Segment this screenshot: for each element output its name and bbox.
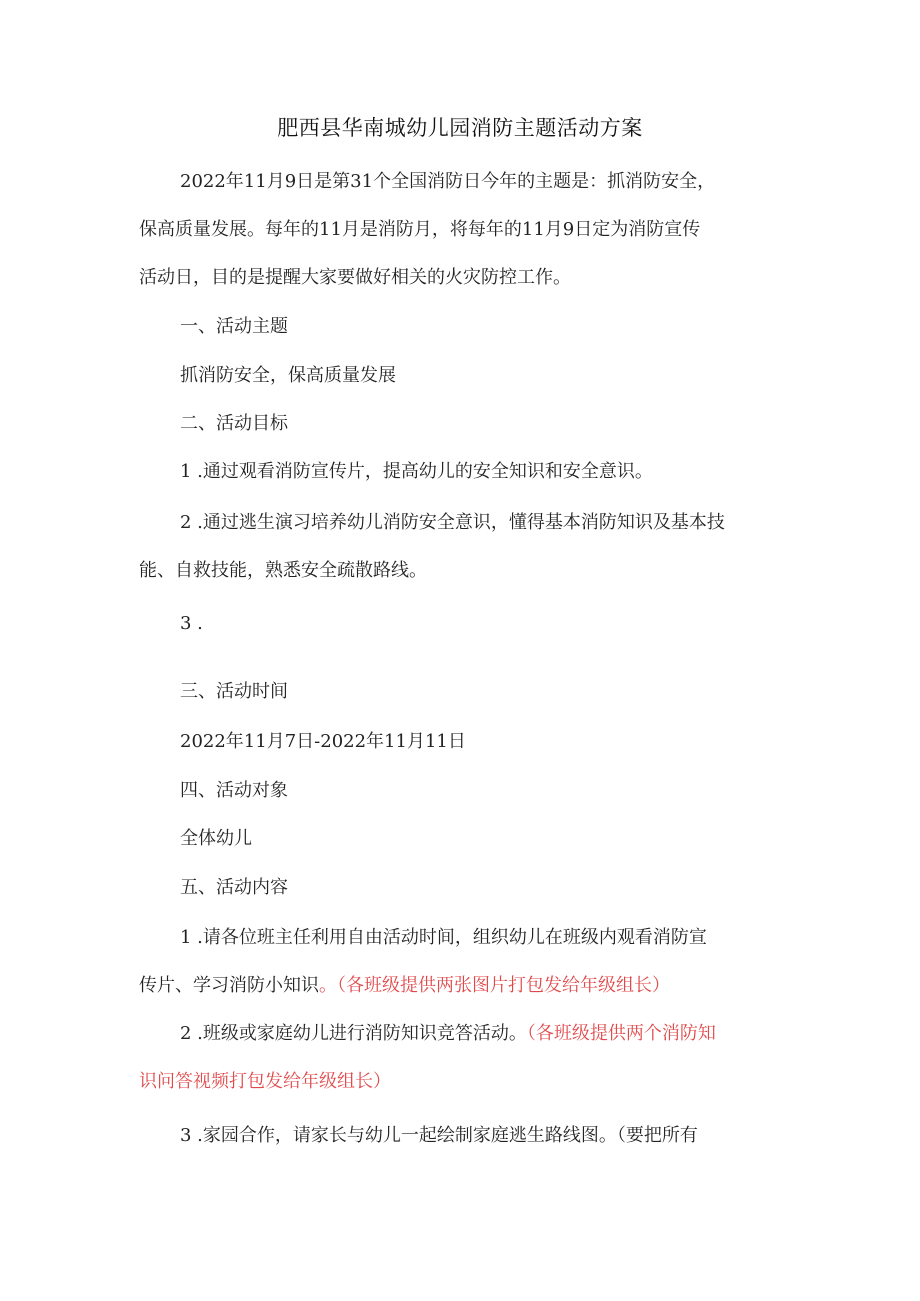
- section2-heading: 二、活动目标: [180, 413, 288, 434]
- section2-item-2-line-2: 能、自救技能，熟悉安全疏散路线。: [139, 560, 427, 581]
- section1-content: 抓消防安全，保高质量发展: [180, 365, 396, 386]
- section3-content: 2022年11月7日-2022年11月11日: [180, 731, 466, 752]
- section5-item-1-line-2: [139, 972, 799, 1000]
- section2-item-1: 1 .通过观看消防宣传片，提高幼儿的安全知识和安全意识。: [180, 461, 653, 482]
- section2-item-3: 3 .: [180, 613, 203, 634]
- section5-item-1-text: 传片、学习消防小知识: [139, 975, 319, 996]
- section1-heading: 一、活动主题: [180, 316, 288, 337]
- section5-heading: 五、活动内容: [180, 877, 288, 898]
- section4-heading: 四、活动对象: [180, 780, 288, 801]
- section4-content: 全体幼儿: [180, 828, 252, 849]
- section5-item-1-note: 。（各班级提供两张图片打包发给年级组长）: [319, 975, 670, 996]
- document-title: 肥西县华南城幼儿园消防主题活动方案: [277, 116, 643, 140]
- section5-item-2-text: 2 .班级或家庭幼儿进行消防知识竞答活动。: [180, 1023, 527, 1044]
- section3-heading: 三、活动时间: [180, 681, 288, 702]
- section5-item-2-note-start: （各班级提供两个消防知: [526, 1023, 716, 1044]
- section5-item-2-line-2: 识问答视频打包发给年级组长）: [139, 1071, 391, 1092]
- intro-line-3: 活动日，目的是提醒大家要做好相关的火灾防控工作。: [139, 267, 571, 288]
- section2-item-2-line-1: 2 .通过逃生演习培养幼儿消防安全意识，懂得基本消防知识及基本技: [180, 512, 725, 533]
- section5-item-1-line-1: 1 .请各位班主任利用自由活动时间，组织幼儿在班级内观看消防宣: [180, 927, 707, 948]
- section5-item-3-line-1: 3 .家园合作，请家长与幼儿一起绘制家庭逃生路线图。（要把所有: [180, 1125, 698, 1146]
- intro-line-1: 2022年11月9日是第31个全国消防日今年的主题是：抓消防安全，: [180, 171, 716, 192]
- section5-item-2-line-1: [180, 1020, 840, 1048]
- intro-line-2: 保高质量发展。每年的11月是消防月，将每年的11月9日定为消防宣传: [139, 219, 701, 240]
